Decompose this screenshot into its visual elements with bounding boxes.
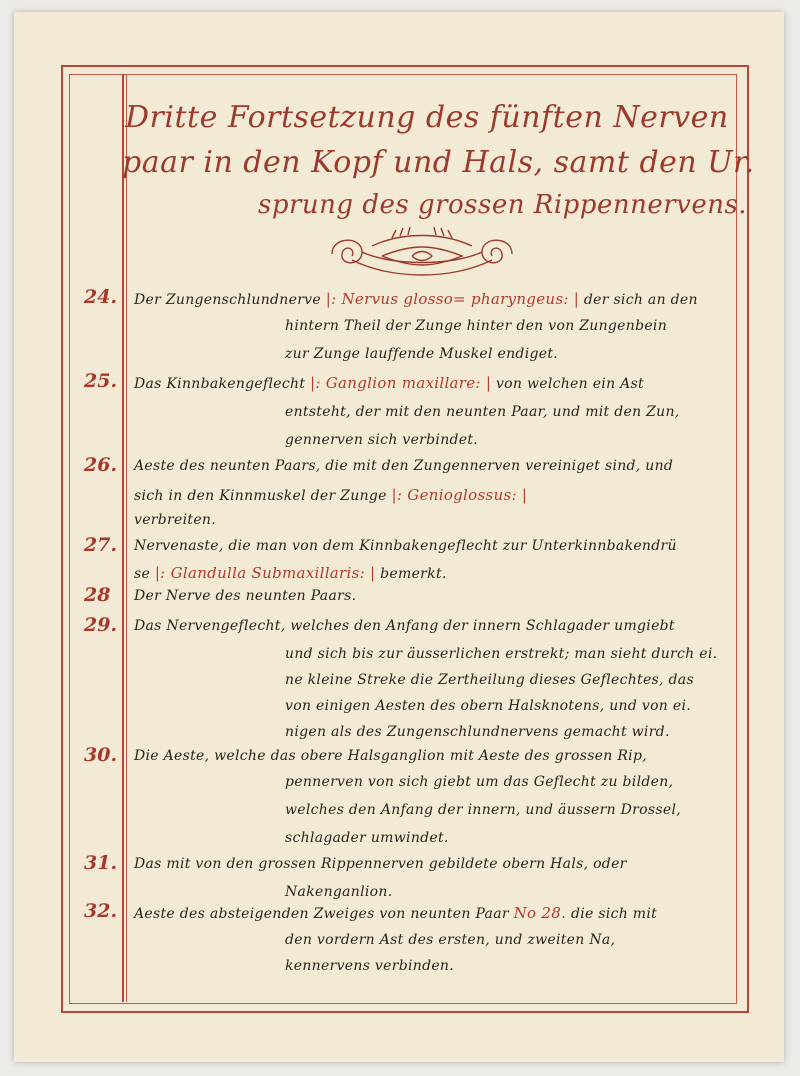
latin-term: |: Genioglossus: | [391,486,528,504]
title-line-2: paar in den Kopf und Hals, samt den Ur. [122,145,755,180]
entry-text-line [134,374,644,392]
text-segment: kennervens verbinden. [285,958,454,974]
text-segment: und sich bis zur äusserlichen erstrekt; man sieht durch ei. [285,646,718,662]
entry-text-line [285,318,667,334]
entry-text-line [285,932,615,948]
entry-text-line [285,346,558,362]
entry-text-line [285,724,670,740]
text-segment: Der Nerve des neunten Paars. [134,588,357,604]
entry-number: 32. [84,900,118,922]
calligraphic-flourish-icon [322,226,522,282]
text-segment: Das Nervengeflecht, welches den Anfang der innern Schlagader umgiebt [134,618,675,634]
entry-text-line [285,404,680,420]
text-segment: bemerkt. [375,566,447,582]
text-segment: nigen als des Zungenschlundnervens gemacht wird. [285,724,670,740]
text-segment: entsteht, der mit den neunten Paar, und mit den Zun, [285,404,680,420]
latin-term: |: Glandulla Submaxillaris: | [154,564,376,582]
text-segment: ne kleine Streke die Zertheilung dieses Geflechtes, das [285,672,694,688]
text-segment: Das mit von den grossen Rippennerven gebildete obern Hals, oder [134,856,627,872]
text-segment: Aeste des absteigenden Zweiges von neunten Paar [134,906,514,922]
latin-term: |: Nervus glosso= pharyngeus: | [325,290,580,308]
text-segment: von welchen ein Ast [491,376,644,392]
text-segment: zur Zunge lauffende Muskel endiget. [285,346,558,362]
entry-text-line [285,698,691,714]
entry-text-line [134,748,647,764]
entry-text-line [285,830,449,846]
entry-text-line [285,958,454,974]
latin-term: |: Ganglion maxillare: | [310,374,492,392]
text-segment: gennerven sich verbindet. [285,432,479,448]
entry-text-line [285,884,392,900]
entry-text-line [134,588,356,604]
text-segment: schlagader umwindet. [285,830,449,846]
entry-number: 24. [84,286,118,308]
entry-text-line [134,856,627,872]
text-segment: den vordern Ast des ersten, und zweiten Na, [285,932,616,948]
entry-text-line [134,486,527,504]
text-segment: sich in den Kinnmuskel der Zunge [134,488,392,504]
text-segment: verbreiten. [134,512,216,528]
entry-number: 31. [84,852,118,874]
text-segment: se [134,566,155,582]
text-segment: pennerven von sich giebt um das Geflecht zu bilden, [285,774,674,790]
text-segment: der sich an den [579,292,698,308]
text-segment: die sich mit [566,906,658,922]
entry-number: 27. [84,534,118,556]
entry-text-line [134,564,447,582]
text-segment: Nakenganlion. [285,884,393,900]
entry-number: 28 [84,584,111,606]
text-segment: welches den Anfang der innern, und äussern Drossel, [285,802,681,818]
title-line-1: Dritte Fortsetzung des fünften Nerven [125,100,729,135]
entry-number: 26. [84,454,118,476]
text-segment: Aeste des neunten Paars, die mit den Zungennerven vereiniget sind, und [134,458,674,474]
entry-text-line [134,290,698,308]
title-line-3: sprung des grossen Rippennervens. [258,190,748,220]
number-column-rule-inner [126,74,128,1002]
text-segment: von einigen Aesten des obern Halsknotens, und von ei. [285,698,691,714]
entry-text-line [285,802,681,818]
text-segment: Der Zungenschlundnerve [134,292,326,308]
entry-text-line [134,904,657,922]
entry-number: 29. [84,614,118,636]
entry-text-line [134,512,216,528]
entry-text-line [134,458,673,474]
entry-text-line [285,774,673,790]
text-segment: Nervenaste, die man von dem Kinnbakengeflecht zur Unterkinnbakendrü [134,538,677,554]
entry-text-line [285,646,717,662]
latin-term: No 28. [513,904,567,922]
entry-text-line [285,432,478,448]
entry-number: 30. [84,744,118,766]
text-segment: hintern Theil der Zunge hinter den von Zungenbein [285,318,668,334]
text-segment: Die Aeste, welche das obere Halsganglion mit Aeste des grossen Rip, [134,748,647,764]
entry-text-line [285,672,694,688]
entry-number: 25. [84,370,118,392]
entry-text-line [134,618,675,634]
text-segment: Das Kinnbakengeflecht [134,376,310,392]
entry-text-line [134,538,677,554]
